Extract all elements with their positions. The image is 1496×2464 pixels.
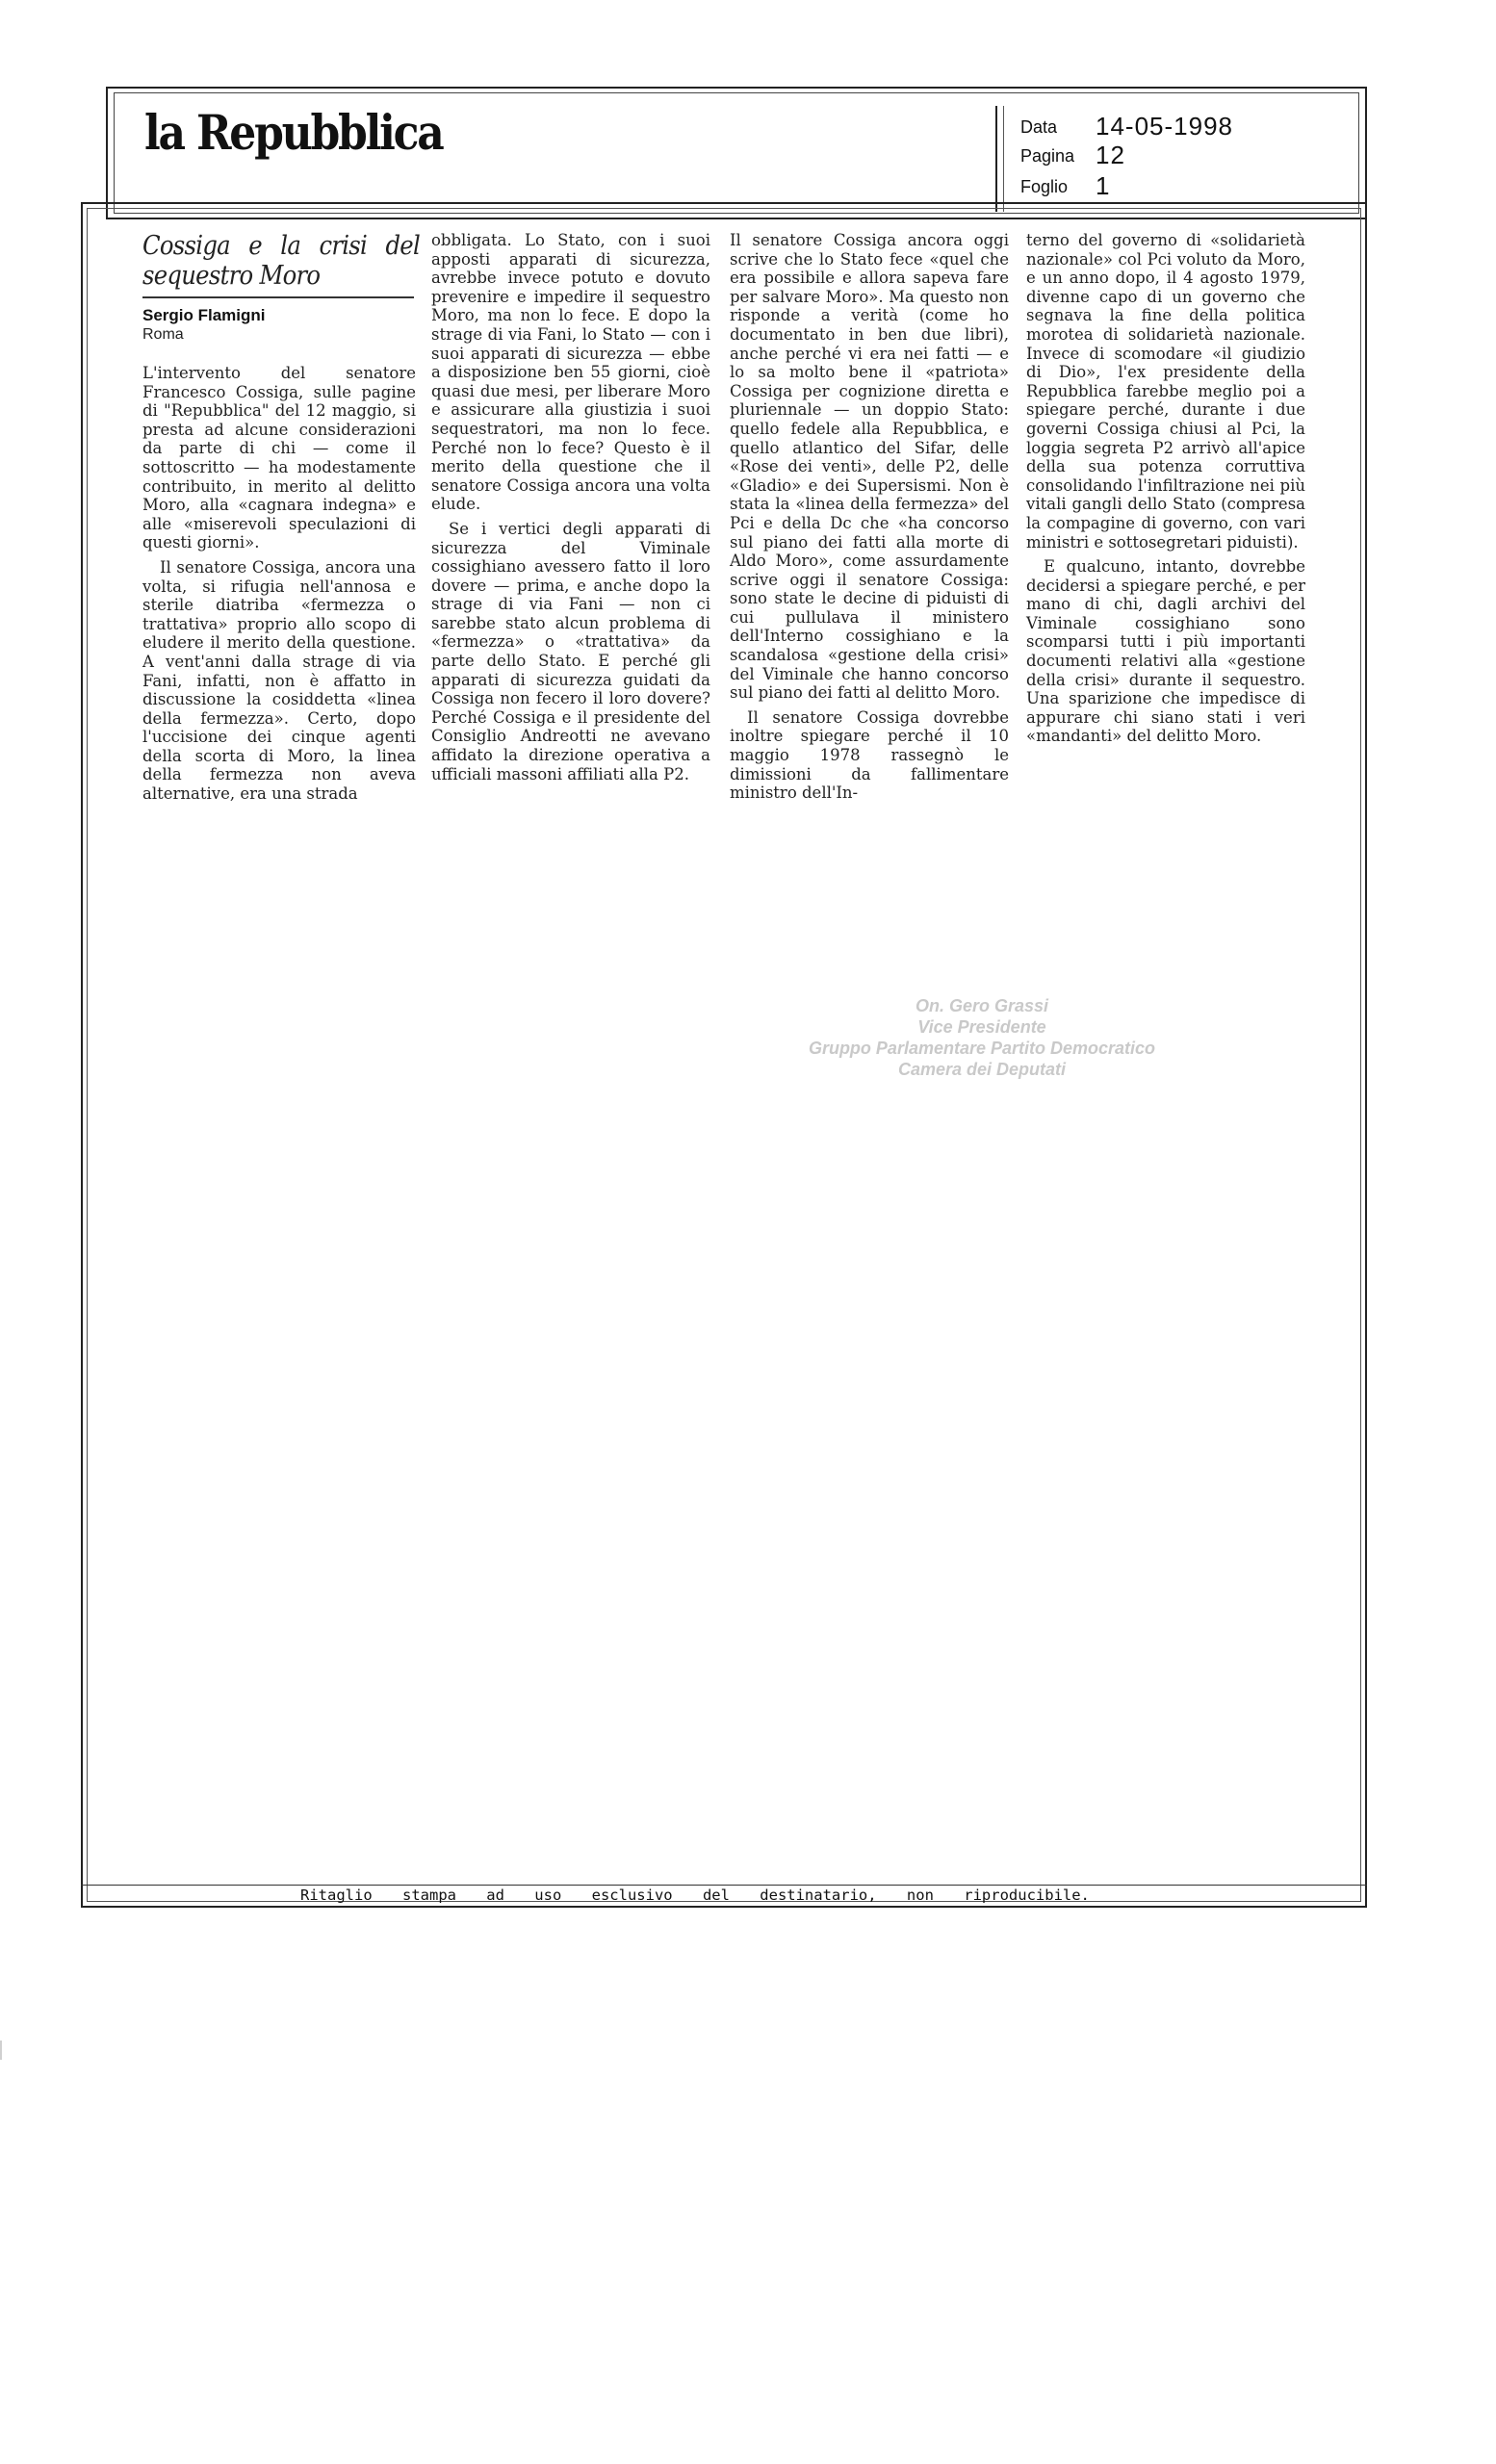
article-column-4 [1026,231,1305,746]
paragraph: Il senatore Cossiga dovrebbe inoltre spiegare perché il 10 maggio 1978 rassegnò le dimissioni da fallimentare ministro dell'In- [730,707,1009,803]
stamp-chamber: Camera dei Deputati [897,1060,1067,1079]
paragraph: Il senatore Cossiga ancora oggi scrive che lo Stato fece «quel che era possibile e allora sapeva fare per salvare Moro». Ma questo non risponde a verità (come ho documentato in ben due libri), anche perché vi era nei fatti — e lo sa molto bene il «patriota» Cossiga per cognizione diretta e pluriennale — un doppio Stato: quello fedele alla Repubblica, e quello atlantico del Sifar, delle «Rose dei venti», delle P2, delle «Gladio» e dei Supersismi. Non è stata la «linea della fermezza» del Pci e della Dc che «ha concorso sul piano dei fatti alla morte di Aldo Moro», come assurdamente scrive oggi il senatore Cossiga: sono state le decine di piduisti di cui pullulava il ministero dell'Interno cossighiano e la scandalosa «gestione della crisi» del Viminale che hanno concorso sul piano dei fatti al delitto Moro. [730,231,1009,703]
article-place: Roma [142,326,184,343]
date-label: Data [1020,117,1058,137]
stamp-group: Gruppo Parlamentare Partito Democratico [808,1039,1156,1058]
paragraph: obbligata. Lo Stato, con i suoi apposti apparati di sicurezza, avrebbe invece potuto e dovuto prevenire e impedire il sequestro Moro, ma non lo fece. E dopo la strage di via Fani, lo Stato — con i suoi apparati di sicurezza — ebbe a disposizione ben 55 giorni, cioè quasi due mesi, per liberare Moro e assicurare alla giustizia i suoi sequestratori, ma non lo fece. Perché non lo fece? Questo è il merito della questione che il senatore Cossiga ancora una volta elude. [431,231,710,514]
paragraph: terno del governo di «solidarietà nazionale» col Pci voluto da Moro, e un anno dopo, il 4 agosto 1979, divenne capo di un governo che segnava la fine della politica morotea di solidarietà nazionale. Invece di scomodare «il giudizio di Dio», l'ex presidente della Repubblica farebbe meglio poi a spiegare perché, durante i due governi Cossiga chiusi al Pci, la loggia segreta P2 arrivò all'apice della sua potenza corruttiva consolidando l'infiltrazione nei più vitali gangli dello Stato (compresa la compagine di governo, con vari ministri e sottosegretari piduisti). [1026,231,1305,552]
page-label: Pagina [1020,146,1075,166]
footer-rule [81,1885,1367,1886]
article-headline: Cossiga e la crisi del sequestro Moro [142,231,420,291]
meta-divider-inner [1003,106,1004,212]
newspaper-masthead: la Repubblica [144,104,443,161]
sheet-value: 1 [1096,171,1111,200]
scan-artifact [0,2040,2,2060]
footer-notice: Ritaglio stampa ad uso esclusivo del destinatario, non riproducibile. [300,1886,1090,1904]
meta-divider [995,106,997,212]
article-author: Sergio Flamigni [142,306,266,324]
signature-stamp [761,995,1203,1080]
paragraph: Il senatore Cossiga, ancora una volta, si rifugia nell'annosa e sterile diatriba «fermezza o trattativa» proprio allo scopo di eludere il merito della questione. A vent'anni dalla strage di via Fani, infatti, non è affatto in discussione la cosiddetta «linea della fermezza». Certo, dopo l'uccisione dei cinque agenti della scorta di Moro, la linea della fermezza non aveva alternative, era una strada [142,557,416,804]
stamp-role: Vice Presidente [917,1017,1046,1037]
headline-rule [142,296,414,298]
stamp-name: On. Gero Grassi [915,996,1049,1015]
paragraph: L'intervento del senatore Francesco Cossiga, sulle pagine di "Repubblica" del 12 maggio, si presta ad alcune considerazioni da parte di chi — come il sottoscritto — ha modestamente contribuito, in merito al delitto Moro, alla «cagnara indegna» e alle «miserevoli speculazioni di questi giorni». [142,364,416,552]
sheet-label: Foglio [1020,177,1069,196]
paragraph: E qualcuno, intanto, dovrebbe decidersi a spiegare perché, e per mano di chi, dagli archivi del Viminale cossighiano sono scomparsi tutti i più importanti documenti relativi alla «gestione della crisi» durante il sequestro. Una sparizione che impedisce di appurare chi siano stati i veri «mandanti» del delitto Moro. [1026,557,1305,746]
date-value: 14-05-1998 [1096,112,1233,141]
article-column-1 [142,231,420,804]
paragraph: Se i vertici degli apparati di sicurezza del Viminale cossighiano avessero fatto il loro dovere — prima, e anche dopo la strage di via Fani — non ci sarebbe stato alcun problema di «fermezza» o «trattativa» da parte dello Stato. E perché gli apparati di sicurezza guidati da Cossiga non fecero il loro dovere? Perché Cossiga e il presidente del Consiglio Andreotti ne avevano affidato la direzione operativa a ufficiali massoni affiliati alla P2. [431,519,710,783]
article-column-3 [730,231,1009,803]
page-value: 12 [1096,141,1125,169]
article-column-2 [431,231,710,783]
